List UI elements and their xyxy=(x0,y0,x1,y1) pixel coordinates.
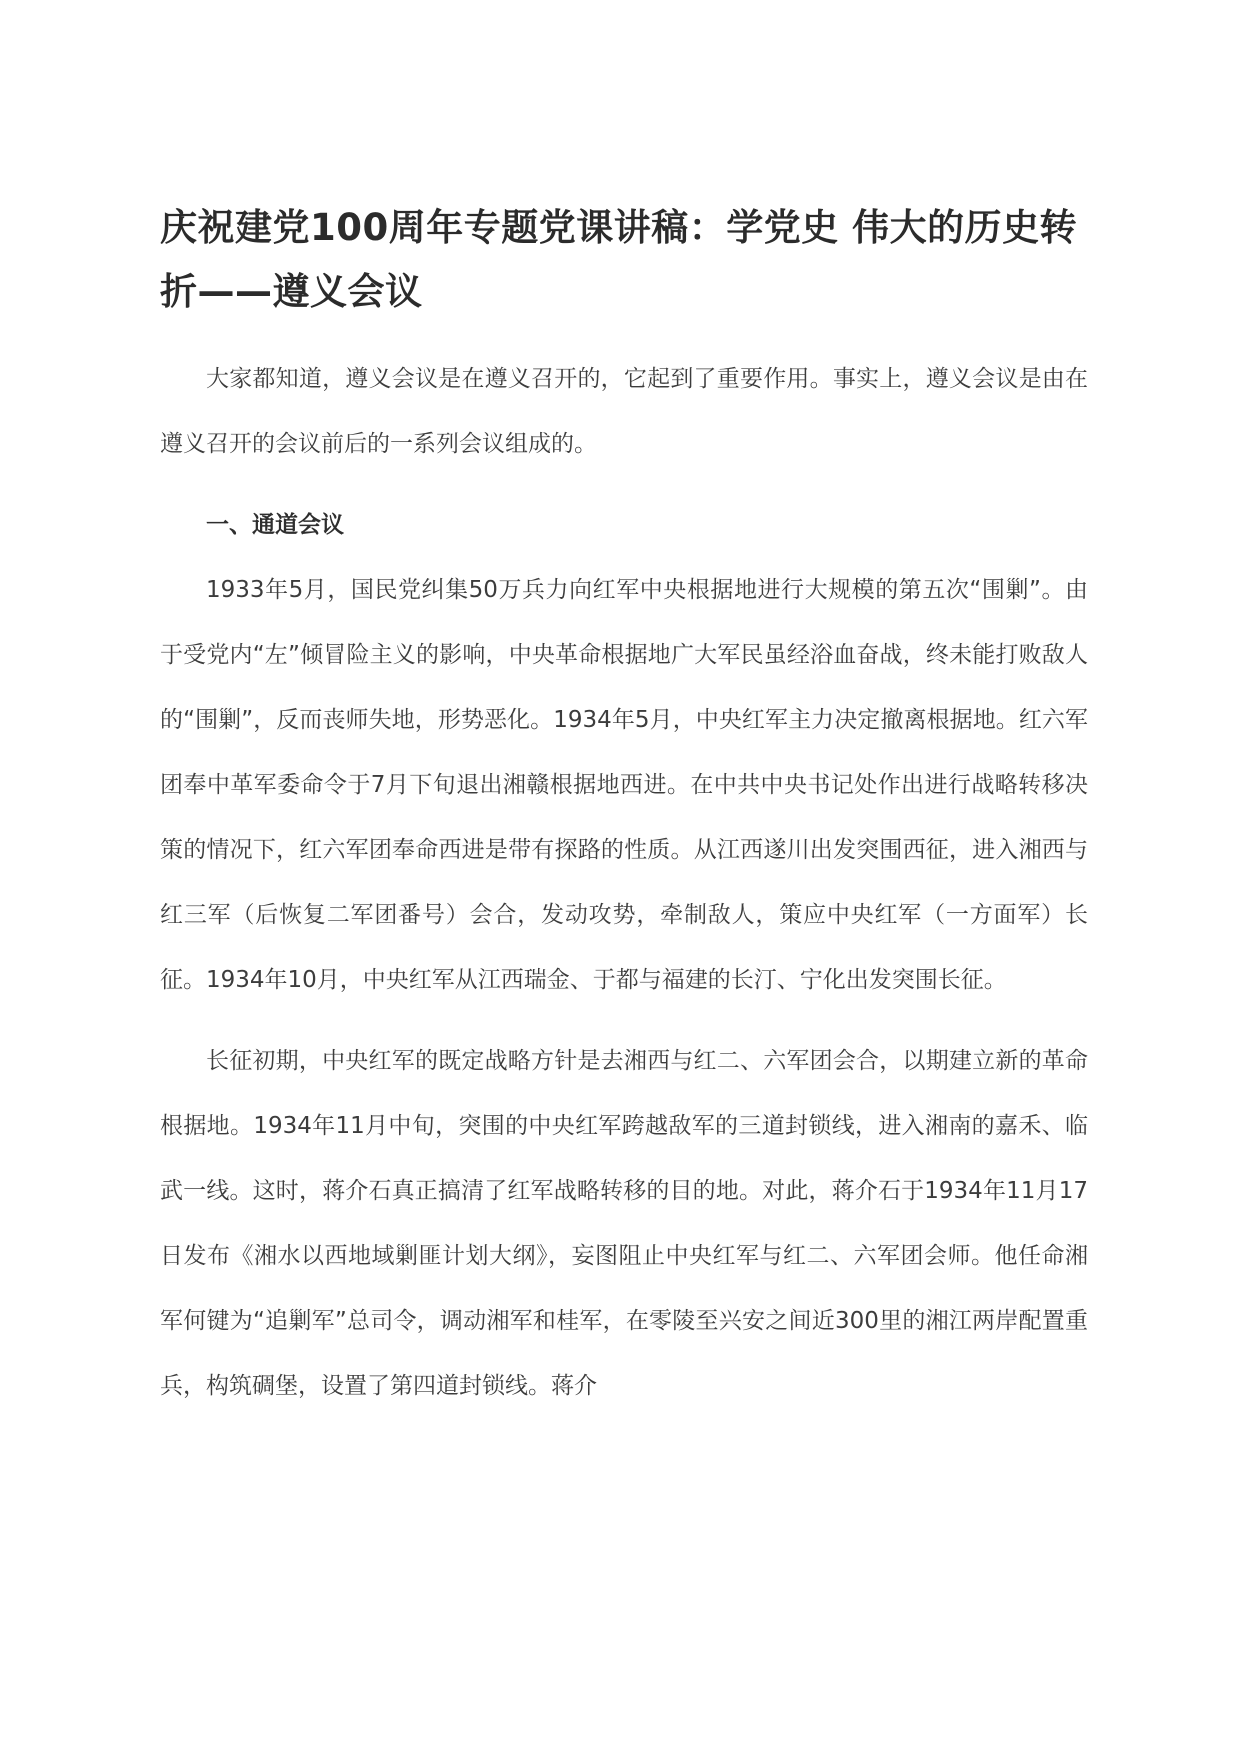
intro-paragraph: 大家都知道，遵义会议是在遵义召开的，它起到了重要作用。事实上，遵义会议是由在遵义召开的会议前后的一系列会议组成的。 xyxy=(160,366,1088,457)
document-title: 庆祝建党100周年专题党课讲稿：学党史 伟大的历史转折——遵义会议 xyxy=(160,206,1078,313)
document-page xyxy=(160,196,1088,1419)
section-heading-tongdao: 一、通道会议 xyxy=(206,512,344,538)
body-paragraph: 长征初期，中央红军的既定战略方针是去湘西与红二、六军团会合，以期建立新的革命根据地。1934年11月中旬，突围的中央红军跨越敌军的三道封锁线，进入湘南的嘉禾、临武一线。这时，蒋介石真正搞清了红军战略转移的目的地。对此，蒋介石于1934年11月17日发布《湘水以西地域剿匪计划大纲》，妄图阻止中央红军与红二、六军团会师。他任命湘军何键为“追剿军”总司令，调动湘军和桂军，在零陵至兴安之间近300里的湘江两岸配置重兵，构筑碉堡，设置了第四道封锁线。蒋介 xyxy=(160,1048,1088,1399)
body-paragraph: 1933年5月，国民党纠集50万兵力向红军中央根据地进行大规模的第五次“围剿”。由于受党内“左”倾冒险主义的影响，中央革命根据地广大军民虽经浴血奋战，终未能打败敌人的“围剿”，反而丧师失地，形势恶化。1934年5月，中央红军主力决定撤离根据地。红六军团奉中革军委命令于7月下旬退出湘赣根据地西进。在中共中央书记处作出进行战略转移决策的情况下，红六军团奉命西进是带有探路的性质。从江西遂川出发突围西征，进入湘西与红三军（后恢复二军团番号）会合，发动攻势，牵制敌人，策应中央红军（一方面军）长征。1934年10月，中央红军从江西瑞金、于都与福建的长汀、宁化出发突围长征。 xyxy=(160,577,1088,993)
